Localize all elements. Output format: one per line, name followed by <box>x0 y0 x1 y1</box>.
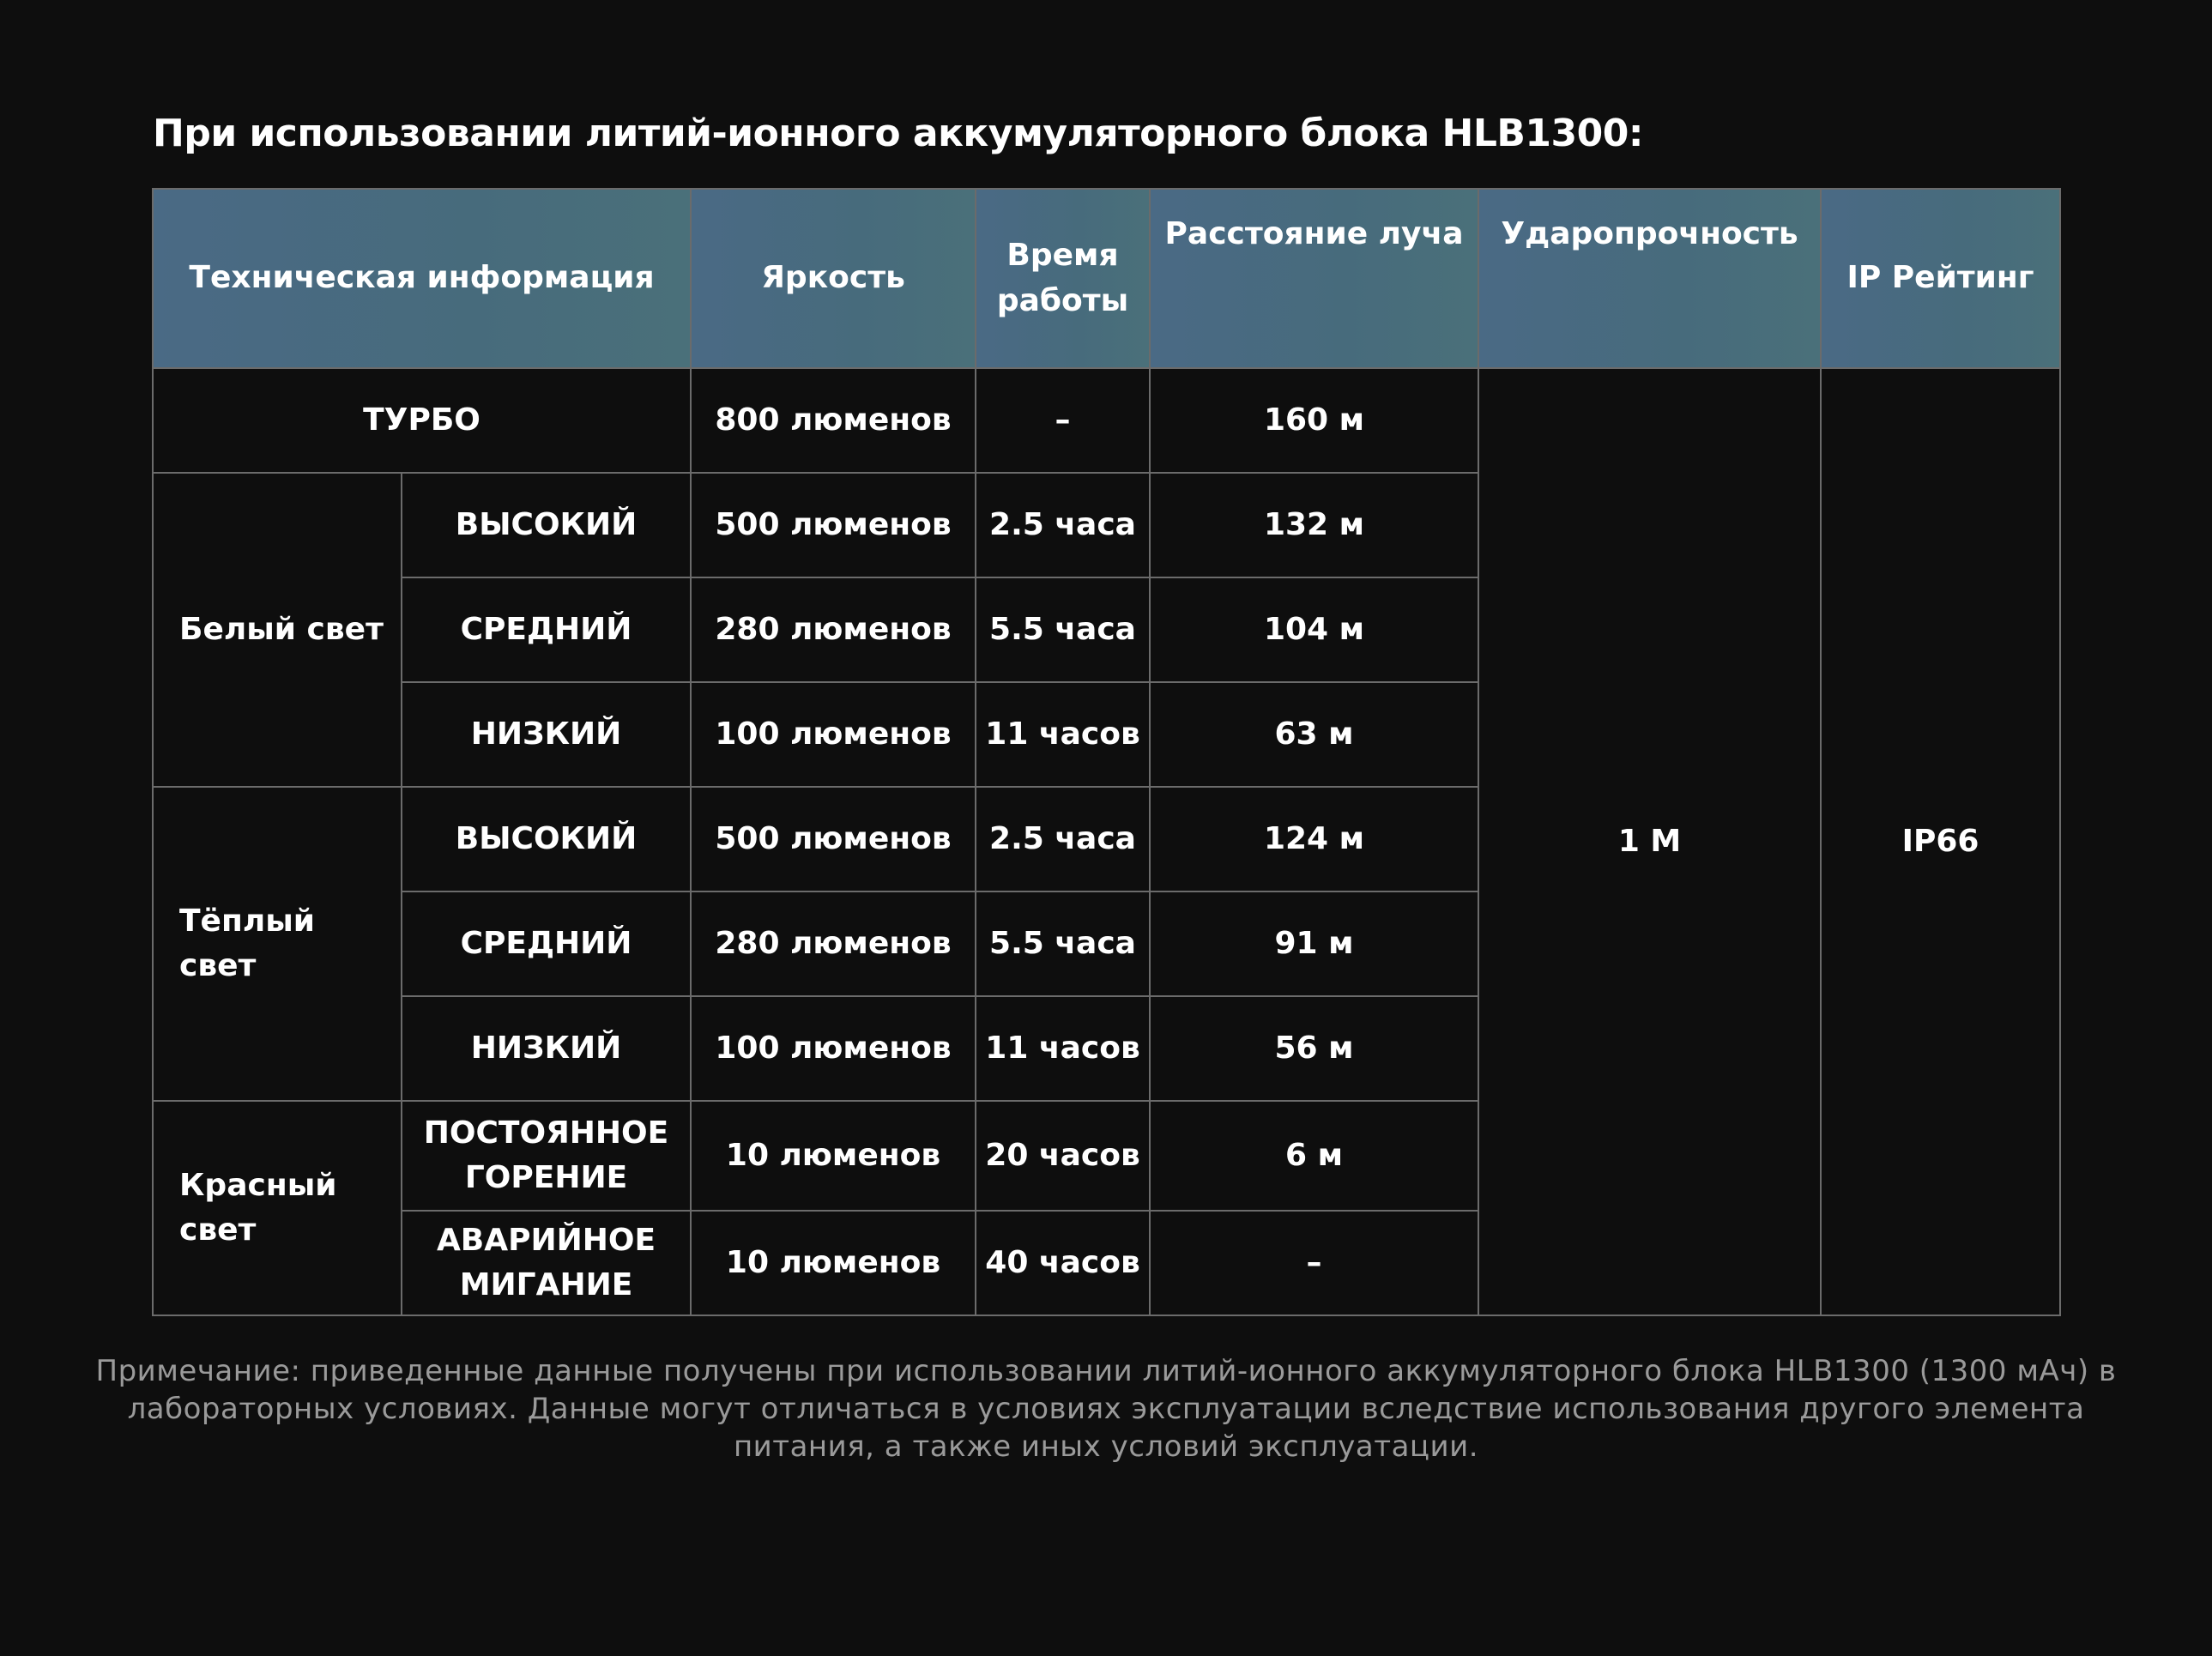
runtime-cell: – <box>976 368 1150 473</box>
table-row-turbo <box>153 368 2060 473</box>
header-runtime: Время работы <box>976 189 1150 368</box>
header-impact: Ударопрочность <box>1478 189 1821 368</box>
runtime-cell: 40 часов <box>976 1211 1150 1315</box>
brightness-cell: 800 люменов <box>691 368 976 473</box>
distance-cell: 91 м <box>1150 891 1478 996</box>
brightness-cell: 280 люменов <box>691 577 976 682</box>
mode-cell: НИЗКИЙ <box>402 996 691 1101</box>
header-tech-info: Техническая информация <box>153 189 691 368</box>
runtime-cell: 11 часов <box>976 996 1150 1101</box>
group-label-white: Белый свет <box>153 473 402 787</box>
page-title: При использовании литий-ионного аккумуляторного блока HLB1300: <box>153 112 1643 155</box>
distance-cell: 56 м <box>1150 996 1478 1101</box>
spec-table <box>152 188 2061 1316</box>
mode-cell: ПОСТОЯННОЕ ГОРЕНИЕ <box>402 1101 691 1211</box>
header-row <box>153 189 2060 368</box>
impact-value-cell: 1 М <box>1478 368 1821 1315</box>
mode-cell: СРЕДНИЙ <box>402 891 691 996</box>
brightness-cell: 10 люменов <box>691 1211 976 1315</box>
distance-cell: – <box>1150 1211 1478 1315</box>
distance-cell: 104 м <box>1150 577 1478 682</box>
brightness-cell: 100 люменов <box>691 996 976 1101</box>
runtime-cell: 20 часов <box>976 1101 1150 1211</box>
distance-cell: 6 м <box>1150 1101 1478 1211</box>
footnote: Примечание: приведенные данные получены при использовании литий-ионного аккумуляторного блока HLB1300 (1300 мАч) в лабораторных условиях. Данные могут отличаться в условиях эксплуатации вследствие использования другого элемента питания, а также иных условий эксплуатации. <box>95 1354 2117 1464</box>
brightness-cell: 280 люменов <box>691 891 976 996</box>
distance-cell: 124 м <box>1150 787 1478 891</box>
runtime-cell: 11 часов <box>976 682 1150 787</box>
header-brightness: Яркость <box>691 189 976 368</box>
header-ip-rating: IP Рейтинг <box>1821 189 2060 368</box>
mode-cell: ВЫСОКИЙ <box>402 787 691 891</box>
mode-cell: ВЫСОКИЙ <box>402 473 691 577</box>
mode-cell: СРЕДНИЙ <box>402 577 691 682</box>
group-label-red: Красный свет <box>153 1101 402 1315</box>
brightness-cell: 500 люменов <box>691 787 976 891</box>
ip-value-cell: IP66 <box>1821 368 2060 1315</box>
distance-cell: 63 м <box>1150 682 1478 787</box>
header-beam-distance: Расстояние луча <box>1150 189 1478 368</box>
brightness-cell: 100 люменов <box>691 682 976 787</box>
runtime-cell: 5.5 часа <box>976 891 1150 996</box>
runtime-cell: 5.5 часа <box>976 577 1150 682</box>
runtime-cell: 2.5 часа <box>976 787 1150 891</box>
distance-cell: 132 м <box>1150 473 1478 577</box>
brightness-cell: 10 люменов <box>691 1101 976 1211</box>
mode-cell: НИЗКИЙ <box>402 682 691 787</box>
distance-cell: 160 м <box>1150 368 1478 473</box>
runtime-cell: 2.5 часа <box>976 473 1150 577</box>
group-label-warm: Тёплый свет <box>153 787 402 1101</box>
mode-cell: АВАРИЙНОЕ МИГАНИЕ <box>402 1211 691 1315</box>
mode-cell: ТУРБО <box>153 368 691 473</box>
brightness-cell: 500 люменов <box>691 473 976 577</box>
